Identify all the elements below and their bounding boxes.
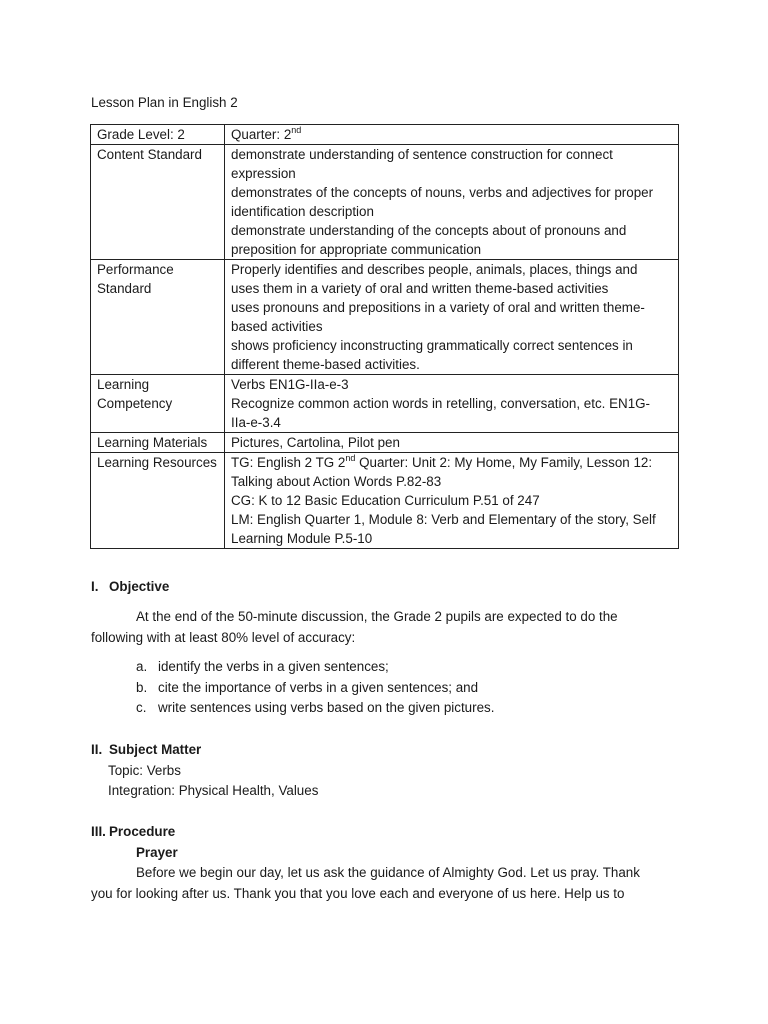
performance-standard-line: Properly identifies and describes people, animals, places, things and [231,262,638,277]
section-number: III. [91,824,106,839]
objective-list [136,657,494,719]
performance-standard-line: uses pronouns and prepositions in a variety of oral and written theme- [231,300,645,315]
resources-line [231,453,672,472]
competency-line: Verbs EN1G-IIa-e-3 [231,377,349,392]
competency-label-line: Learning [97,377,150,392]
list-item [136,678,494,697]
objective-paragraph-line: At the end of the 50-minute discussion, the Grade 2 pupils are expected to do the [136,609,618,624]
performance-standard-line: based activities [231,319,323,334]
list-item-text: cite the importance of verbs in a given sentences; and [158,679,479,695]
list-item-text: identify the verbs in a given sentences; [158,659,389,674]
table-row [91,260,679,375]
performance-standard-value [225,260,679,375]
resources-line1-suffix: Quarter: Unit 2: My Home, My Family, Lesson 12: [355,455,653,470]
quarter-text: Quarter: 2 [231,127,292,142]
resources-line: LM: English Quarter 1, Module 8: Verb and Elementary of the story, Self [231,512,656,527]
section-number: I. [91,579,99,594]
performance-standard-line: different theme-based activities. [231,357,420,372]
resources-line: Learning Module P.5-10 [231,531,373,546]
table-row [91,125,679,145]
learning-competency-label [91,375,225,433]
list-item-text: write sentences using verbs based on the given pictures. [158,700,495,715]
learning-materials-value: Pictures, Cartolina, Pilot pen [225,433,679,453]
section-title: Procedure [109,824,176,839]
learning-competency-value [225,375,679,433]
learning-resources-label: Learning Resources [91,453,225,549]
list-item [136,698,494,717]
table-row [91,453,679,549]
resources-line: Talking about Action Words P.82-83 [231,474,442,489]
objective-paragraph [91,607,691,647]
lesson-plan-table [90,124,679,549]
content-standard-line: demonstrates of the concepts of nouns, verbs and adjectives for proper [231,185,654,200]
prayer-line: Before we begin our day, let us ask the guidance of Almighty God. Let us pray. Thank [136,865,640,880]
resources-superscript: nd [345,452,356,463]
resources-line1-prefix: TG: English 2 TG 2 [231,455,346,470]
learning-resources-value [225,453,679,549]
prayer-paragraph [91,863,691,903]
performance-standard-label [91,260,225,375]
list-marker: a. [136,659,148,674]
grade-level-cell: Grade Level: 2 [91,125,225,145]
content-standard-value [225,145,679,260]
competency-line: IIa-e-3.4 [231,415,281,430]
content-standard-line: demonstrate understanding of the concepts about of pronouns and [231,223,627,238]
prayer-line: you for looking after us. Thank you that you love each and everyone of us here. Help us to [91,886,625,901]
table-row [91,375,679,433]
learning-materials-label: Learning Materials [91,433,225,453]
competency-line: Recognize common action words in retelling, conversation, etc. EN1G- [231,396,651,411]
list-marker: c. [136,700,147,715]
section-number: II. [91,742,103,757]
table-row [91,145,679,260]
objective-heading [91,577,169,596]
subject-matter-heading [91,740,201,759]
content-standard-line: identification description [231,204,374,219]
procedure-heading [91,822,175,841]
section-title: Objective [109,579,170,594]
content-standard-label: Content Standard [91,145,225,260]
quarter-superscript: nd [291,124,302,135]
document-title: Lesson Plan in English 2 [91,95,238,110]
integration-line: Integration: Physical Health, Values [108,783,319,798]
content-standard-line: preposition for appropriate communication [231,242,482,257]
performance-label-line: Performance [97,262,174,277]
prayer-heading: Prayer [136,845,178,860]
objective-paragraph-line: following with at least 80% level of accuracy: [91,630,356,645]
list-item [136,657,494,676]
performance-standard-line: uses them in a variety of oral and written theme-based activities [231,281,609,296]
quarter-cell [225,125,679,145]
competency-label-line: Competency [97,396,173,411]
topic-line: Topic: Verbs [108,763,181,778]
list-marker: b. [136,679,148,695]
content-standard-line: demonstrate understanding of sentence construction for connect [231,147,613,162]
performance-standard-line: shows proficiency inconstructing grammatically correct sentences in [231,338,633,353]
content-standard-line: expression [231,166,296,181]
section-title: Subject Matter [109,742,202,757]
table-row [91,433,679,453]
resources-line: CG: K to 12 Basic Education Curriculum P.51 of 247 [231,493,540,508]
performance-label-line: Standard [97,281,152,296]
